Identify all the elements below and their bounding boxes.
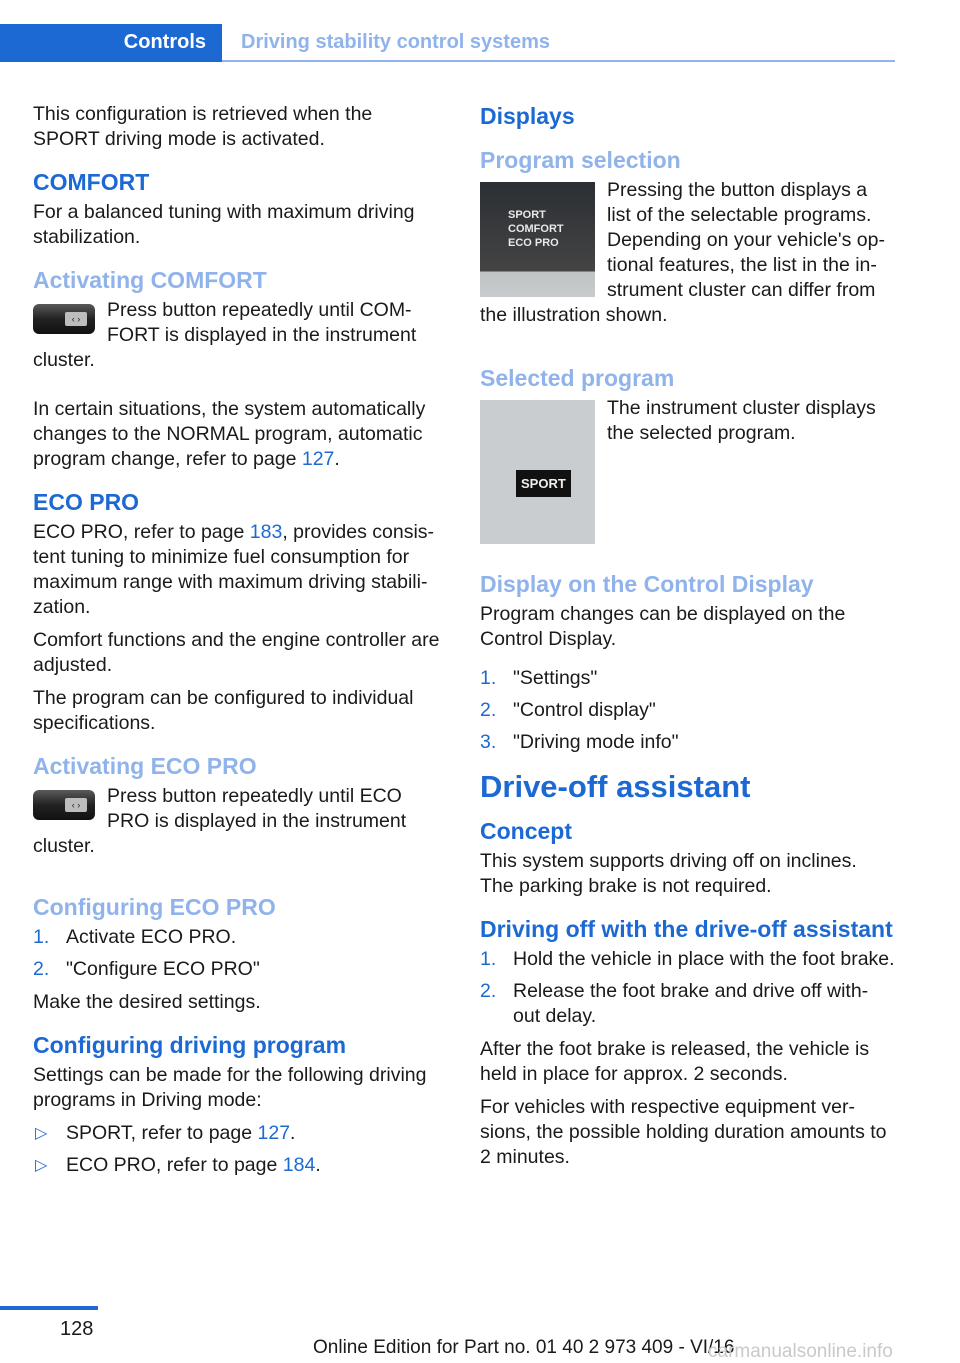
edition-text: Online Edition for Part no. 01 40 2 973 409 - VI/16 xyxy=(313,1337,735,1358)
watermark: carmanualsonline.info xyxy=(708,1341,893,1362)
intro-text: This configuration is retrieved when the SPORT driving mode is activated. xyxy=(33,103,373,150)
driving-off-heading: Driving off with the drive-off assistant xyxy=(480,916,893,942)
list-item: 1. Hold the vehicle in place with the foot brake. xyxy=(480,948,895,970)
config-prog-text: Settings can be made for the following driving programs in Driving mode: xyxy=(33,1064,427,1111)
list-item: 2. Release the foot brake and drive off with‐out delay. xyxy=(480,980,869,1027)
drive-off-heading: Drive-off assistant xyxy=(480,769,751,804)
activating-eco-block xyxy=(33,784,443,867)
page-link[interactable]: 127 xyxy=(301,448,335,470)
list-item: 1. Activate ECO PRO. xyxy=(33,926,237,948)
list-item: ▷ ECO PRO, refer to page 184. xyxy=(35,1154,321,1176)
control-display-text: Program changes can be displayed on the Control Display. xyxy=(480,603,846,650)
program-list-image: SPORT COMFORT ECO PRO xyxy=(480,182,595,297)
config-eco-after: Make the desired settings. xyxy=(33,991,261,1013)
eco-pro-text-3: The program can be configured to individual specifications. xyxy=(33,687,414,734)
page-link[interactable]: 183 xyxy=(249,521,283,543)
list-item: 3. "Driving mode info" xyxy=(480,731,679,753)
activating-eco-text: Press button repeatedly until ECO PRO is displayed in the instrument cluster. xyxy=(33,785,407,857)
config-prog-list xyxy=(33,1121,443,1178)
control-display-steps xyxy=(480,666,895,755)
situations-text: In certain situations, the system automatically changes to the NORMAL program, automatic program change, refer to page 127. xyxy=(33,398,426,470)
right-column xyxy=(480,102,895,1178)
triangle-bullet-icon: ▷ xyxy=(35,1157,48,1174)
selected-program-image: SPORT xyxy=(480,400,595,544)
program-selection-text: Pressing the button displays a list of the selectable programs. Depending on your vehicle's op‐tional features, the list in the in‐strument cluster can differ from the illustration shown. xyxy=(480,179,885,326)
after-text-1: After the foot brake is released, the vehicle is held in place for approx. 2 seconds. xyxy=(480,1038,870,1085)
comfort-text: For a balanced tuning with maximum driving stabilization. xyxy=(33,201,415,248)
config-eco-steps xyxy=(33,925,443,982)
selected-program-block xyxy=(480,396,895,548)
header-rule xyxy=(222,60,895,62)
concept-text: This system supports driving off on inclines. The parking brake is not required. xyxy=(480,850,857,897)
left-column xyxy=(33,102,443,1186)
driving-off-steps xyxy=(480,947,895,1029)
config-eco-heading: Configuring ECO PRO xyxy=(33,894,276,920)
page-number: 128 xyxy=(60,1318,94,1340)
config-prog-heading: Configuring driving program xyxy=(33,1032,347,1058)
list-item: 2. "Control display" xyxy=(480,699,656,721)
driving-mode-button-icon: ‹ › xyxy=(33,304,95,334)
activating-comfort-heading: Activating COMFORT xyxy=(33,267,267,293)
page-link[interactable]: 127 xyxy=(257,1122,291,1144)
triangle-bullet-icon: ▷ xyxy=(35,1125,48,1142)
footer-rule xyxy=(0,1306,98,1310)
driving-mode-button-icon: ‹ › xyxy=(33,790,95,820)
header-tab-label: Controls xyxy=(123,31,206,53)
activating-eco-heading: Activating ECO PRO xyxy=(33,753,257,779)
program-selection-block xyxy=(480,178,895,336)
eco-pro-text: ECO PRO, refer to page 183, provides consis‐tent tuning to minimize fuel consumption for maximum range with maximum driving stabili‐zation. xyxy=(33,521,435,618)
eco-pro-heading: ECO PRO xyxy=(33,489,140,515)
selected-program-text: The instrument cluster displays the selected program. xyxy=(607,397,876,444)
eco-pro-text-2: Comfort functions and the engine controller are adjusted. xyxy=(33,629,440,676)
selected-program-heading: Selected program xyxy=(480,365,675,391)
concept-heading: Concept xyxy=(480,818,572,844)
activating-comfort-text: Press button repeatedly until COM‐FORT is displayed in the instrument cluster. xyxy=(33,299,417,371)
page-link[interactable]: 184 xyxy=(282,1154,316,1176)
control-display-heading: Display on the Control Display xyxy=(480,571,814,597)
after-text-2: For vehicles with respective equipment ver‐sions, the possible holding duration amounts to 2 minutes. xyxy=(480,1096,887,1168)
list-item: 1. "Settings" xyxy=(480,667,598,689)
list-item: ▷ SPORT, refer to page 127. xyxy=(35,1122,296,1144)
program-selection-heading: Program selection xyxy=(480,147,681,173)
header-tab xyxy=(0,24,222,62)
list-item: 2. "Configure ECO PRO" xyxy=(33,958,260,980)
displays-heading: Displays xyxy=(480,103,575,129)
activating-comfort-block xyxy=(33,298,443,381)
section-title: Driving stability control systems xyxy=(241,31,550,53)
comfort-heading: COMFORT xyxy=(33,169,150,195)
